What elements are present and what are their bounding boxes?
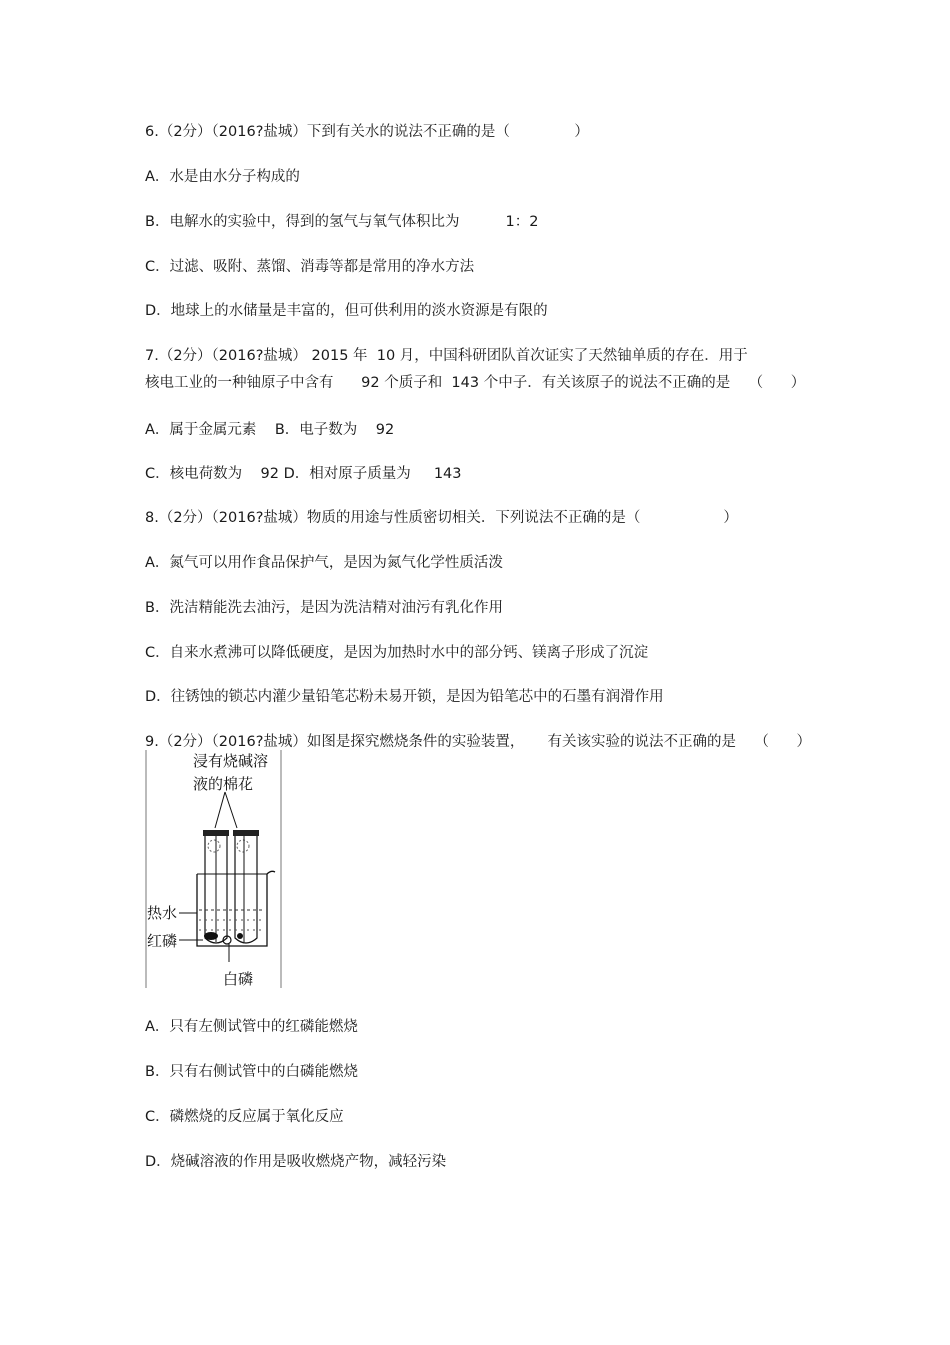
right-stopper xyxy=(233,830,259,836)
combustion-apparatus-figure xyxy=(145,750,283,988)
red-phosphorus xyxy=(204,932,218,940)
q6-option-d: D．地球上的水储量是丰富的，但可供利用的淡水资源是有限的 xyxy=(145,303,548,319)
label-cotton-line1: 浸有烧碱溶 xyxy=(193,752,269,770)
label-cotton-line2: 液的棉花 xyxy=(193,775,254,793)
label-hot-water: 热水 xyxy=(147,904,178,922)
pointer-line xyxy=(225,792,237,828)
q6-option-a: A．水是由水分子构成的 xyxy=(145,169,300,185)
q6-option-c: C．过滤、吸附、蒸馏、消毒等都是常用的净水方法 xyxy=(145,259,475,275)
q6-stem: 6.（2分）（2016?盐城）下到有关水的说法不正确的是（ ） xyxy=(145,124,589,140)
q9-stem: 9.（2分）（2016?盐城）如图是探究燃烧条件的实验装置， 有关该实验的说法不正确的是 （ ） xyxy=(145,734,812,750)
q6-option-b: B．电解水的实验中，得到的氢气与氧气体积比为 1：2 xyxy=(145,214,539,230)
q8-option-d: D．往锈蚀的锁芯内灌少量铅笔芯粉未易开锁，是因为铅笔芯中的石墨有润滑作用 xyxy=(145,689,664,705)
pointer-line xyxy=(215,792,225,828)
q7-options-ab: A．属于金属元素 B．电子数为 92 xyxy=(145,422,395,438)
q9-option-d: D．烧碱溶液的作用是吸收燃烧产物，减轻污染 xyxy=(145,1154,447,1170)
cotton-left xyxy=(208,840,220,852)
q8-option-c: C．自来水煮沸可以降低硬度，是因为加热时水中的部分钙、镁离子形成了沉淀 xyxy=(145,645,649,661)
q8-option-b: B．洗洁精能洗去油污，是因为洗洁精对油污有乳化作用 xyxy=(145,600,503,616)
apparatus-diagram xyxy=(145,750,283,988)
q7-options-cd: C．核电荷数为 92 D．相对原子质量为 143 xyxy=(145,466,462,482)
cotton-right xyxy=(237,840,249,852)
q8-stem: 8.（2分）（2016?盐城）物质的用途与性质密切相关．下列说法不正确的是（ ） xyxy=(145,510,738,526)
q9-option-c: C．磷燃烧的反应属于氧化反应 xyxy=(145,1109,344,1125)
q9-option-b: B．只有右侧试管中的白磷能燃烧 xyxy=(145,1064,358,1080)
label-red-phosphorus: 红磷 xyxy=(147,932,178,950)
q7-stem-line1: 7.（2分）（2016?盐城） 2015 年 10 月，中国科研团队首次证实了天然铀单质的存在．用于 xyxy=(145,348,748,364)
left-stopper xyxy=(203,830,229,836)
label-white-phosphorus: 白磷 xyxy=(223,970,254,988)
right-test-tube xyxy=(235,836,257,943)
q8-option-a: A．氮气可以用作食品保护气，是因为氮气化学性质活泼 xyxy=(145,555,503,571)
q9-option-a: A．只有左侧试管中的红磷能燃烧 xyxy=(145,1019,358,1035)
q7-stem-line2: 核电工业的一种铀原子中含有 92 个质子和 143 个中子．有关该原子的说法不正确的是 （ ） xyxy=(145,375,806,391)
